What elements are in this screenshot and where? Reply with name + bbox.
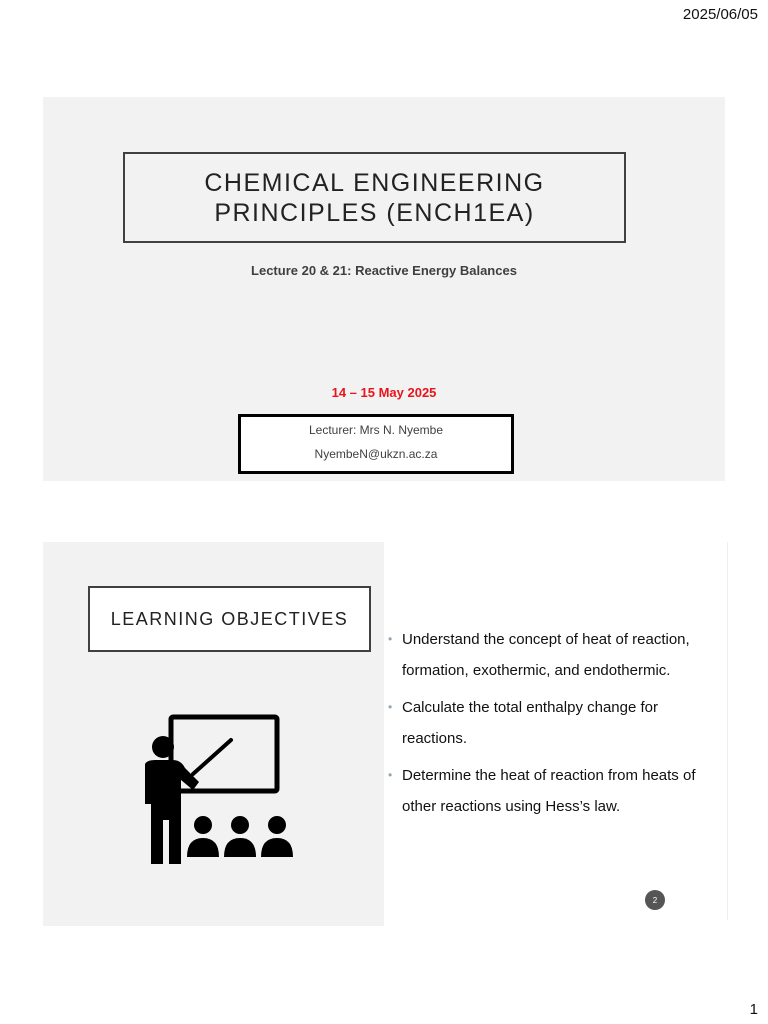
lecturer-email: NyembeN@ukzn.ac.za (314, 447, 438, 461)
lecture-dates: 14 – 15 May 2025 (331, 385, 437, 400)
slide-number-badge: 2 (645, 890, 665, 910)
lecturer-name: Lecturer: Mrs N. Nyembe (308, 423, 444, 437)
page-number: 1 (749, 1001, 758, 1018)
title-slide (43, 97, 725, 481)
bullet-icon: • (388, 768, 393, 782)
print-date: 2025/06/05 (682, 6, 758, 23)
teacher-presentation-icon (131, 712, 301, 867)
slide-left-panel (43, 542, 384, 926)
objectives-heading-box (88, 586, 371, 652)
lecture-subtitle: Lecture 20 & 21: Reactive Energy Balances (251, 263, 517, 278)
objective-text: Understand the concept of heat of reaction, formation, exothermic, and endothermic. (402, 631, 690, 679)
objectives-heading: LEARNING OBJECTIVES (110, 608, 349, 629)
bullet-icon: • (388, 632, 393, 646)
course-title (185, 168, 565, 228)
list-item (388, 624, 718, 686)
course-title-line-1: CHEMICAL ENGINEERING (204, 168, 545, 197)
list-item (388, 692, 718, 754)
bullet-icon: • (388, 700, 393, 714)
lecturer-box (238, 414, 514, 474)
objective-text: Determine the heat of reaction from heats of other reactions using Hess’s law. (402, 767, 696, 815)
objective-text: Calculate the total enthalpy change for reactions. (402, 699, 659, 747)
title-box (123, 152, 626, 243)
objectives-list (388, 624, 718, 828)
course-title-line-2: PRINCIPLES (ENCH1EA) (214, 198, 535, 227)
list-item (388, 760, 718, 822)
slide-right-edge (727, 542, 728, 920)
learning-objectives-slide (43, 542, 728, 926)
